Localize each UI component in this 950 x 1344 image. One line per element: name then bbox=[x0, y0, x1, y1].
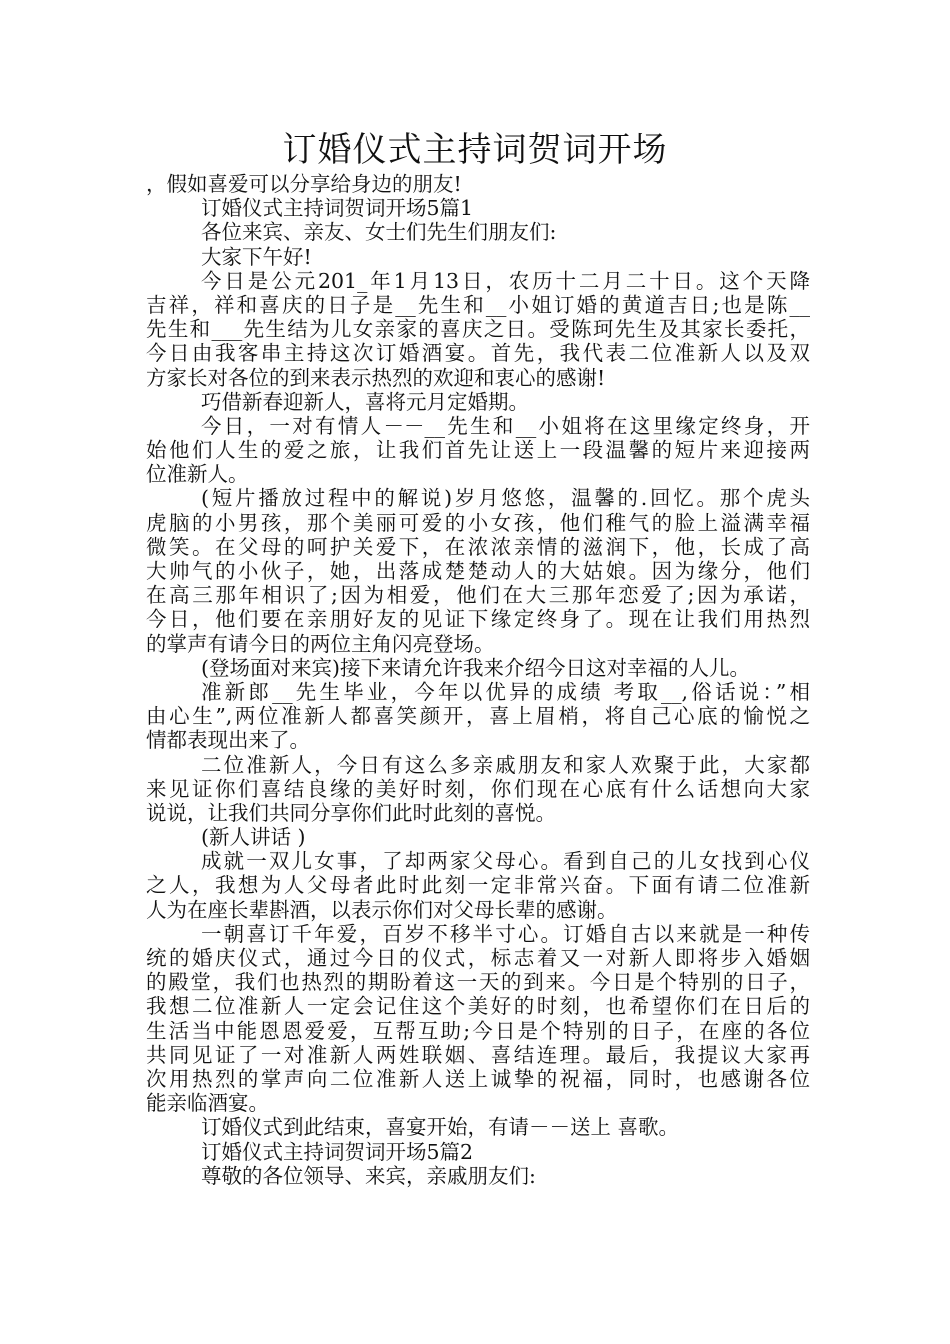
text-line: 今日由我客串主持这次订婚酒宴。首先，我代表二位准新人以及双 bbox=[146, 341, 810, 366]
text-line: 一朝喜订千年爱，百岁不移半寸心。订婚自古以来就是一种传 bbox=[201, 921, 810, 946]
text-line: 订婚仪式主持词贺词开场5篇1 bbox=[201, 196, 474, 221]
text-line: 订婚仪式到此结束，喜宴开始，有请－－送上 喜歌。 bbox=[201, 1115, 680, 1140]
text-line: 今日是公元201_年1月13日，农历十二月二十日。这个天降 bbox=[201, 268, 810, 293]
text-line: 订婚仪式主持词贺词开场5篇2 bbox=[201, 1139, 474, 1164]
text-line: 生活当中能恩恩爱爱，互帮互助;今日是个特别的日子，在座的各位 bbox=[146, 1018, 810, 1043]
text-line: 的殿堂，我们也热烈的期盼着这一天的到来。今日是个特别的日子， bbox=[146, 970, 810, 995]
text-line: 微笑。在父母的呵护关爱下，在浓浓亲情的滋润下，他，长成了高 bbox=[146, 534, 810, 559]
text-line: 虎脑的小男孩，那个美丽可爱的小女孩，他们稚气的脸上溢满幸福 bbox=[146, 510, 810, 535]
text-line: 由心生”,两位准新人都喜笑颜开，喜上眉梢，将自己心底的愉悦之 bbox=[146, 704, 810, 729]
text-line: 能亲临酒宴。 bbox=[146, 1091, 269, 1116]
text-line: 情都表现出来了。 bbox=[146, 728, 310, 753]
document-title: 订婚仪式主持词贺词开场 bbox=[282, 130, 668, 170]
text-line: 吉祥，祥和喜庆的日子是__先生和__小姐订婚的黄道吉日;也是陈__ bbox=[146, 292, 810, 317]
text-line: 各位来宾、亲友、女士们先生们朋友们: bbox=[201, 220, 557, 245]
text-line: 尊敬的各位领导、来宾，亲戚朋友们: bbox=[201, 1163, 536, 1188]
text-line: 统的婚庆仪式，通过今日的仪式，标志着又一对新人即将步入婚姻 bbox=[146, 946, 810, 970]
text-line: 大家下午好! bbox=[201, 244, 312, 269]
text-line: 成就一双儿女事，了却两家父母心。看到自己的儿女找到心仪 bbox=[201, 849, 810, 874]
text-line: 先生和___先生结为儿女亲家的喜庆之日。受陈珂先生及其家长委托， bbox=[146, 317, 810, 342]
text-line: 人为在座长辈斟酒，以表示你们对父母长辈的感谢。 bbox=[146, 897, 618, 922]
text-line: (登场面对来宾)接下来请允许我来介绍今日这对幸福的人儿。 bbox=[201, 655, 750, 680]
text-line: 始他们人生的爱之旅，让我们首先让送上一段温馨的短片来迎接两 bbox=[146, 438, 810, 463]
text-line: 位准新人。 bbox=[146, 462, 249, 487]
text-line: 来见证你们喜结良缘的美好时刻，你们现在心底有什么话想向大家 bbox=[146, 776, 810, 801]
text-line: 的掌声有请今日的两位主角闪亮登场。 bbox=[146, 631, 495, 656]
text-line: 方家长对各位的到来表示热烈的欢迎和衷心的感谢! bbox=[146, 365, 606, 390]
text-line: ，假如喜爱可以分享给身边的朋友! bbox=[146, 172, 462, 196]
text-line: 次用热烈的掌声向二位准新人送上诚挚的祝福，同时，也感谢各位 bbox=[146, 1066, 810, 1091]
text-line: 二位准新人，今日有这么多亲戚朋友和家人欢聚于此，大家都 bbox=[201, 752, 810, 777]
text-line: 共同见证了一对准新人两姓联姻、喜结连理。最后，我提议大家再 bbox=[146, 1042, 810, 1067]
text-line: 我想二位准新人一定会记住这个美好的时刻，也希望你们在日后的 bbox=[146, 994, 810, 1019]
text-line: 巧借新春迎新人，喜将元月定婚期。 bbox=[201, 389, 529, 414]
text-line: 大帅气的小伙子，她，出落成楚楚动人的大姑娘。因为缘分，他们 bbox=[146, 559, 810, 583]
text-line: 准新郎__先生毕业，今年以优异的成绩 考取__,俗话说：”相 bbox=[201, 679, 810, 704]
text-line: 之人，我想为人父母者此时此刻一定非常兴奋。下面有请二位准新 bbox=[146, 873, 810, 898]
text-line: 在高三那年相识了;因为相爱，他们在大三那年恋爱了;因为承诺， bbox=[146, 583, 810, 608]
text-line: 今日，一对有情人－－__先生和__小姐将在这里缘定终身，开 bbox=[201, 413, 810, 438]
text-line: (新人讲话 ) bbox=[201, 825, 306, 850]
text-line: 说说，让我们共同分享你们此时此刻的喜悦。 bbox=[146, 800, 556, 825]
text-line: 今日，他们要在亲朋好友的见证下缘定终身了。现在让我们用热烈 bbox=[146, 607, 810, 632]
document-body bbox=[146, 172, 810, 1188]
text-line: (短片播放过程中的解说)岁月悠悠，温馨的.回忆。那个虎头 bbox=[201, 486, 810, 511]
